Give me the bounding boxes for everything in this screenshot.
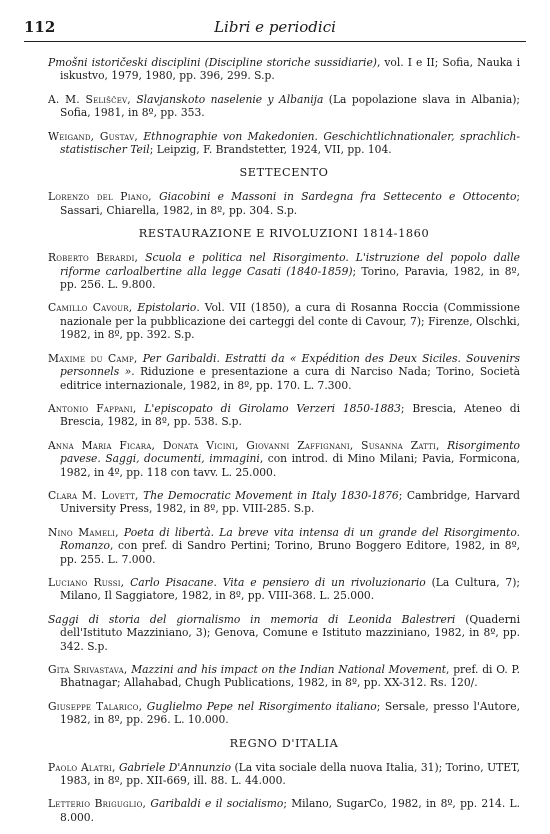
bibliography-entry [48,352,520,392]
page-number: 112 [24,18,56,36]
entry-details: , con pref. di Sandro Pertini; Torino, Bruno Boggero Editore, 1982, in 8º, pp. 255. L. 7.000. [60,539,520,566]
entry-title: Scuola e politica nel Risorgimento. L'istruzione del popolo dalle riforme carloalbertine alla legge Casati (1840-1859) [60,251,521,278]
entry-author: Clara M. Lovett, [48,488,139,502]
entry-author: Gita Srivastava, [48,663,128,676]
entry-author: Nino Mameli, [48,525,119,539]
entry-title: Carlo Pisacane. Vita e pensiero di un rivoluzionario [124,575,426,589]
entry-details: (Quaderni dell'Istituto Mazziniano, 3); Genova, Comune e Istituto mazziniano, 1982, in 8º, pp. 342. S.p. [60,612,520,653]
entry-title: Epistolario [132,301,197,315]
section-heading-restaurazione: RESTAURAZIONE E RIVOLUZIONI 1814-1860 [138,227,430,241]
entries-settecento [48,190,520,217]
entry-title: Per Garibaldi. Estratti da « Expédition des Deux Siciles. Souvenirs personnels » [60,351,520,379]
bibliography-entry [48,251,520,291]
entry-author: Maxime du Camp, [48,351,138,365]
bibliography-entry [48,301,520,341]
bibliography-entry [48,56,520,83]
entry-author: Luciano Russi, [48,575,125,589]
entry-title: Guglielmo Pepe nel Risorgimento italiano [142,699,377,713]
running-title: Libri e periodici [214,18,336,36]
entries-top [48,56,520,156]
entry-title: Giacobini e Massoni in Sardegna fra Settecento e Ottocento [151,190,517,204]
bibliography-entry [48,526,520,566]
bibliography-entry [48,402,520,429]
bibliography-entry [48,439,520,479]
entry-author: Lorenzo del Piano, [48,190,152,204]
entry-title: Risorgimento pavese. Saggi, documenti, immagini [60,438,520,466]
section-heading-regno: REGNO D'ITALIA [229,736,339,750]
entry-details: , vol. I e II; Sofia, Nauka i iskustvo, 1979, 1980, pp. 396, 299. S.p. [60,56,520,83]
entry-details: , con introd. di Mino Milani; Pavia, Formicona, 1982, in 4º, pp. 118 con tavv. L. 25.000. [60,452,520,479]
bibliography-entry [48,700,520,727]
bibliography-entry [48,761,520,788]
bibliography-entry [48,190,520,217]
entry-author: A. M. Seliščev, [48,92,131,106]
bibliography-entry [48,576,520,603]
entry-details: , pref. di O. P. Bhatnagar; Allahabad, Chugh Publications, 1982, in 8º, pp. XX-312. Rs. 120/. [60,663,520,690]
header-rule [24,41,526,42]
entry-details: ; Torino, Paravia, 1982, in 8º, pp. 256. L. 9.800. [60,264,520,292]
entry-title: Slavjanskoto naselenie y Albanija [130,92,324,106]
entry-title: Saggi di storia del giornalismo in memoria di Leonida Balestreri [48,612,456,626]
bibliography-entry [48,93,520,120]
entry-details: . Vol. VII (1850), a cura di Rosanna Roccia (Commissione nazionale per la pubblicazione dei carteggi del conte di Cavour, 7); Firenze, Olschki, 1982, in 8º, pp. 392. S.p. [60,301,520,342]
entry-author: Anna Maria Ficara, Donata Vicini, Giovanni Zaffignani, Susanna Zatti, [48,438,440,452]
bibliography-list [48,56,520,834]
entry-title: L'episcopato di Girolamo Verzeri 1850-1883 [136,401,401,415]
entry-author: Letterio Briguglio, [48,797,147,811]
bibliography-entry [48,663,520,690]
bibliography-entry [48,130,520,157]
section-heading-settecento: SETTECENTO [239,166,329,180]
entry-details: ; Leipzig, F. Brandstetter, 1924, VII, pp. 104. [149,143,392,157]
entries-restaurazione [48,251,520,726]
entry-details: ; Sassari, Chiarella, 1982, in 8º, pp. 304. S.p. [60,190,520,217]
entry-author: Antonio Fappani, [48,401,137,415]
page-header [24,14,526,44]
entry-title: Mazzini and his impact on the Indian National Movement [127,663,447,676]
entry-details: . Riduzione e presentazione a cura di Narciso Nada; Torino, Società editrice internazionale, 1982, in 8º, pp. 170. L. 7.300. [60,365,520,392]
entry-title: The Democratic Movement in Italy 1830-1876 [138,488,399,502]
entry-author: Giuseppe Talarico, [48,699,143,713]
bibliography-entry [48,489,520,516]
bibliography-entry [48,797,520,824]
entry-details: ; Cambridge, Harvard University Press, 1982, in 8º, pp. VIII-285. S.p. [60,488,520,516]
entry-details: (La Cultura, 7); Milano, Il Saggiatore, 1982, in 8º, pp. VIII-368. L. 25.000. [60,575,521,603]
entry-title: Gabriele D'Annunzio [115,760,232,774]
entries-regno [48,761,520,825]
entry-details: ; Sersale, presso l'Autore, 1982, in 8º, pp. 296. L. 10.000. [60,699,520,727]
entry-author: Camillo Cavour, [48,301,133,315]
bibliography-entry [48,613,520,653]
entry-author: Weigand, Gustav, [48,129,138,143]
entry-author: Roberto Berardi, [48,251,139,265]
entry-author: Paolo Alatri, [48,760,116,774]
entry-details: (La popolazione slava in Albania); Sofia, 1981, in 8º, pp. 353. [60,92,520,120]
entry-details: ; Milano, SugarCo, 1982, in 8º, pp. 214. L. 8.000. [60,797,520,824]
entry-title: Garibaldi e il socialismo [146,797,284,811]
entry-title: Poeta di libertà. La breve vita intensa di un grande del Risorgimento. Romanzo [60,525,520,553]
entry-details: ; Brescia, Ateneo di Brescia, 1982, in 8º, pp. 538. S.p. [60,401,520,429]
entry-title: Ethnographie von Makedonien. Geschichtlichnationaler, sprachlich-statistischer Teil [60,129,520,157]
entry-title: Pmošni istoričeski disciplini (Discipline storiche sussidiarie) [48,56,377,69]
entry-details: (La vita sociale della nuova Italia, 31); Torino, UTET, 1983, in 8º, pp. XII-669, ill. 88. L. 44.000. [60,760,520,788]
